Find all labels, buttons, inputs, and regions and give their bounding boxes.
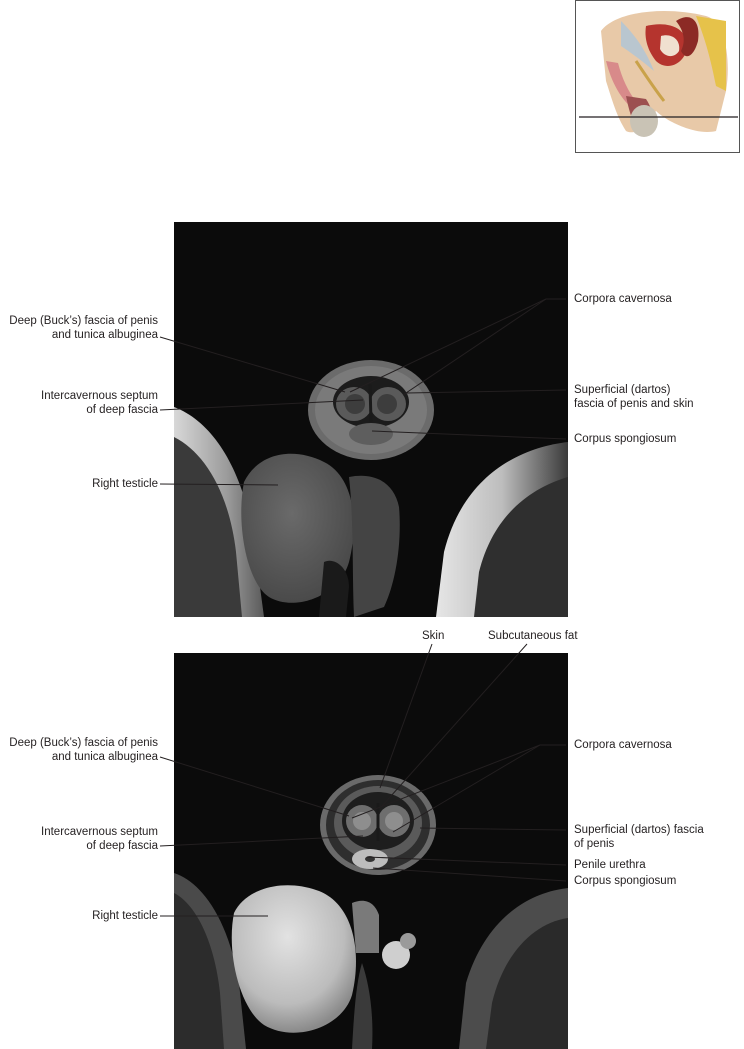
mri-image-t2	[174, 653, 568, 1049]
label-bottom-superficial-fascia-line1: Superficial (dartos) fascia	[574, 824, 704, 836]
label-bottom-testicle: Right testicle	[92, 910, 158, 922]
label-top-corpora-cavernosa: Corpora cavernosa	[574, 293, 672, 305]
label-bottom-subcutaneous-fat: Subcutaneous fat	[488, 630, 578, 642]
label-bottom-penile-urethra: Penile urethra	[574, 859, 646, 871]
label-top-superficial-fascia-line1: Superficial (dartos)	[574, 384, 671, 396]
label-bottom-septum	[41, 825, 158, 853]
label-top-septum-line1: Intercavernous septum	[41, 390, 158, 402]
mri-bottom-graphic	[174, 653, 568, 1049]
label-bottom-septum-line2: of deep fascia	[86, 840, 158, 852]
label-bottom-superficial-fascia-line2: of penis	[574, 838, 615, 850]
orientation-thumbnail	[575, 0, 740, 153]
label-top-deep-fascia-line1: Deep (Buck’s) fascia of penis	[9, 315, 158, 327]
label-top-superficial-fascia-line2: fascia of penis and skin	[574, 398, 694, 410]
label-bottom-deep-fascia-line2: and tunica albuginea	[51, 751, 158, 763]
label-top-deep-fascia-line2: and tunica albuginea	[51, 329, 158, 341]
label-top-septum	[41, 389, 158, 417]
label-bottom-deep-fascia	[9, 736, 158, 764]
label-bottom-corpus-spongiosum: Corpus spongiosum	[574, 875, 677, 887]
label-top-testicle: Right testicle	[92, 478, 158, 490]
label-top-corpus-spongiosum: Corpus spongiosum	[574, 433, 677, 445]
label-bottom-septum-line1: Intercavernous septum	[41, 826, 158, 838]
sagittal-section-illustration	[576, 1, 740, 153]
label-top-superficial-fascia	[574, 383, 694, 411]
label-bottom-skin: Skin	[422, 630, 445, 642]
label-bottom-corpora-cavernosa: Corpora cavernosa	[574, 739, 672, 751]
mri-top-graphic	[174, 222, 568, 617]
label-bottom-deep-fascia-line1: Deep (Buck’s) fascia of penis	[9, 737, 158, 749]
label-top-deep-fascia	[9, 314, 158, 342]
label-bottom-superficial-fascia	[574, 823, 704, 851]
mri-image-t1	[174, 222, 568, 617]
label-top-septum-line2: of deep fascia	[86, 404, 158, 416]
